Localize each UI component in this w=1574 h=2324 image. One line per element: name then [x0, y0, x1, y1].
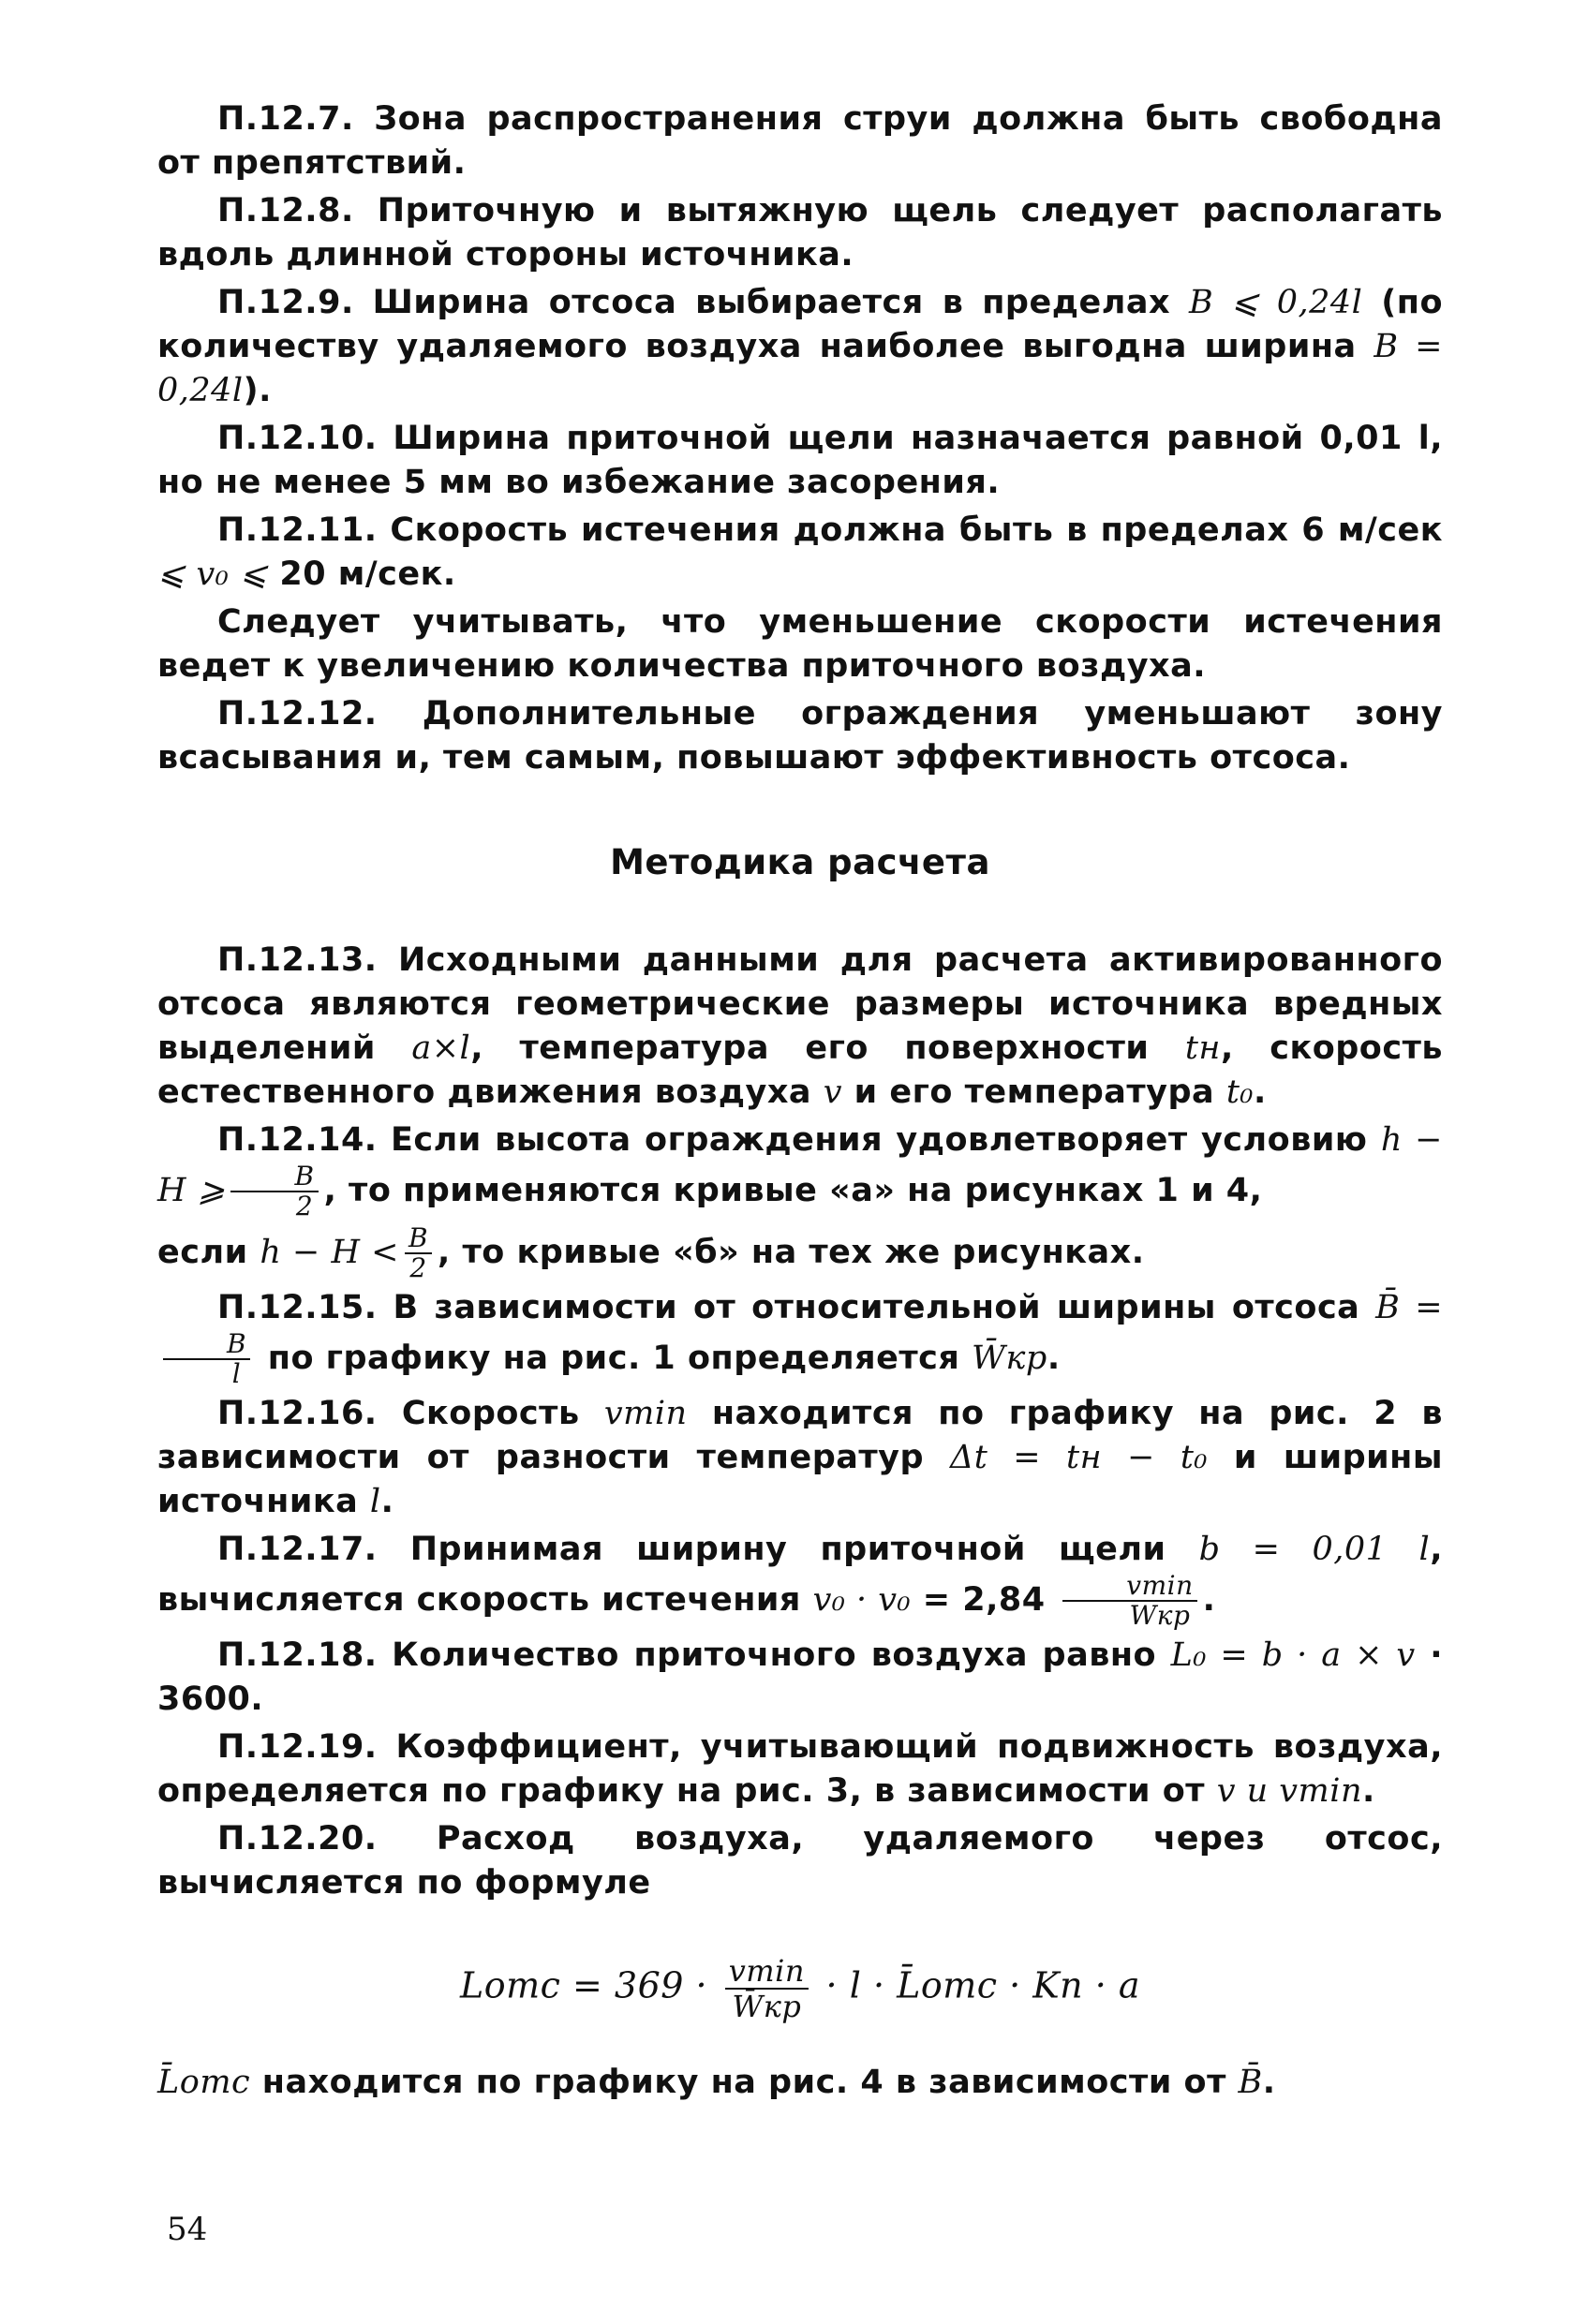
text: = 2,84 — [911, 1581, 1058, 1619]
paragraph-12-9 — [157, 281, 1443, 413]
math-inline: v₀ · v₀ — [812, 1581, 912, 1619]
paragraph-12-13 — [157, 939, 1443, 1115]
fraction-denominator: 2 — [295, 1191, 314, 1221]
math-inline: a×l — [411, 1029, 471, 1067]
fraction — [725, 1954, 809, 2023]
text: если — [157, 1234, 260, 1271]
paragraph-12-14-cont — [157, 1224, 1443, 1282]
math-inline: v и vmin — [1216, 1772, 1362, 1810]
paragraph-12-20: П.12.20. Расход воздуха, удаляемого через отсос, вычисляется по формуле — [157, 1820, 1443, 1902]
text: , температура его поверхности — [470, 1029, 1185, 1067]
text: находится по графику на рис. 2 в зависимости от разности температур — [157, 1395, 1443, 1476]
fraction-numerator: B — [230, 1162, 318, 1192]
fraction-denominator: W̄кр — [732, 1989, 802, 2024]
text: (по количеству удаляемого воздуха наиболее выгодна ширина — [157, 284, 1444, 365]
math-inline: tн — [1184, 1029, 1221, 1067]
paragraph-12-14 — [157, 1118, 1443, 1221]
fraction-denominator: l — [231, 1358, 242, 1389]
fraction-numerator: B — [405, 1224, 432, 1254]
text: и ширины источника — [157, 1439, 1444, 1520]
text: . — [1361, 1772, 1375, 1810]
text: П.12.17. Принимая ширину приточной щели — [217, 1531, 1199, 1568]
fraction — [163, 1330, 250, 1388]
math-inline: B̄ = — [1375, 1289, 1444, 1326]
paragraph-12-18 — [157, 1634, 1443, 1722]
paragraph-12-19 — [157, 1725, 1443, 1813]
fraction-numerator: B — [163, 1330, 250, 1360]
text: ). — [243, 372, 272, 409]
text: П.12.16. Скорость — [217, 1395, 604, 1432]
text: . — [1202, 1581, 1216, 1619]
math-inline: L₀ = b · a × v — [1170, 1636, 1416, 1674]
text: . — [1047, 1340, 1061, 1377]
math-inline: vmin — [603, 1395, 688, 1432]
fraction-denominator: W̄кр — [1129, 1600, 1191, 1631]
text: П.12.19. Коэффициент, учитывающий подвижность воздуха, определяется по графику на рис. 3, в зависимости от — [157, 1728, 1443, 1810]
text: П.12.13. Исходными данными для расчета активированного отсоса являются геометрические размеры источника вредных выделений — [157, 941, 1443, 1067]
paragraph-final — [157, 2061, 1443, 2105]
text: и его температура — [842, 1073, 1226, 1111]
formula-right: · l · L̄отс · Kп · a — [825, 1964, 1141, 2006]
paragraph-12-15 — [157, 1286, 1443, 1388]
text: . — [1262, 2064, 1276, 2101]
math-inline: ⩽ v₀ ⩽ — [157, 555, 268, 593]
section-heading: Методика расчета — [610, 842, 990, 882]
fraction-numerator: vmin — [725, 1954, 809, 1990]
paragraph-12-12: П.12.12. Дополнительные ограждения уменьшают зону всасывания и, тем самым, повышают эффективность отсоса. — [157, 695, 1443, 777]
text: П.12.11. Скорость истечения должна быть в пределах 6 м/сек — [217, 511, 1443, 549]
paragraph-12-11-note: Следует учитывать, что уменьшение скорости истечения ведет к увеличению количества приточного воздуха. — [157, 603, 1443, 685]
math-inline: b = 0,01 l — [1198, 1531, 1431, 1568]
text: , вычисляется скорость истечения — [157, 1531, 1443, 1619]
text: П.12.14. Если высота ограждения удовлетворяет условию — [217, 1121, 1381, 1159]
math-inline: v — [823, 1073, 842, 1111]
text: , то применяются кривые «а» на рисунках 1 и 4, — [323, 1172, 1263, 1209]
text: · 3600. — [157, 1636, 1443, 1718]
fraction-numerator: vmin — [1062, 1572, 1196, 1602]
math-inline: W̄кр — [972, 1340, 1047, 1377]
formula-left: Lотс = 369 · — [459, 1964, 708, 2006]
fraction — [230, 1162, 318, 1221]
math-inline: h − H ⩾ — [157, 1121, 1443, 1209]
text: П.12.9. Ширина отсоса выбирается в пределах — [217, 284, 1189, 321]
text: по графику на рис. 1 определяется — [256, 1340, 973, 1377]
fraction — [1062, 1572, 1196, 1630]
page-content — [157, 97, 1443, 2109]
display-formula — [157, 1954, 1443, 2023]
math-inline: h − H < — [260, 1234, 399, 1271]
math-inline: B = 0,24l — [157, 328, 1444, 409]
math-inline: l — [369, 1483, 381, 1520]
math-inline: L̄отс — [157, 2064, 251, 2101]
paragraph-12-17 — [157, 1528, 1443, 1630]
fraction-denominator: 2 — [409, 1252, 427, 1283]
paragraph-12-10: П.12.10. Ширина приточной щели назначается равной 0,01 l, но не менее 5 мм во избежание засорения. — [157, 420, 1443, 501]
text: находится по графику на рис. 4 в зависимости от — [250, 2064, 1239, 2101]
text: , то кривые «б» на тех же рисунках. — [438, 1234, 1145, 1271]
text: . — [380, 1483, 394, 1520]
paragraph-12-7: П.12.7. Зона распространения струи должна быть свободна от препятствий. — [157, 100, 1443, 182]
page-number: 54 — [167, 2211, 208, 2248]
math-inline: t₀ — [1225, 1073, 1254, 1111]
math-inline: B ⩽ 0,24l — [1188, 284, 1363, 321]
math-inline: B̄ — [1238, 2064, 1263, 2101]
text: , скорость естественного движения воздуха — [157, 1029, 1444, 1111]
paragraph-12-11 — [157, 509, 1443, 597]
text: П.12.18. Количество приточного воздуха равно — [217, 1636, 1171, 1674]
fraction — [405, 1224, 432, 1282]
text: П.12.15. В зависимости от относительной ширины отсоса — [217, 1289, 1376, 1326]
text: 20 м/сек. — [267, 555, 456, 593]
text: . — [1253, 1073, 1267, 1111]
paragraph-12-8: П.12.8. Приточную и вытяжную щель следует располагать вдоль длинной стороны источника. — [157, 192, 1443, 274]
math-inline: Δt = tн − t₀ — [950, 1439, 1208, 1476]
paragraph-12-16 — [157, 1392, 1443, 1524]
